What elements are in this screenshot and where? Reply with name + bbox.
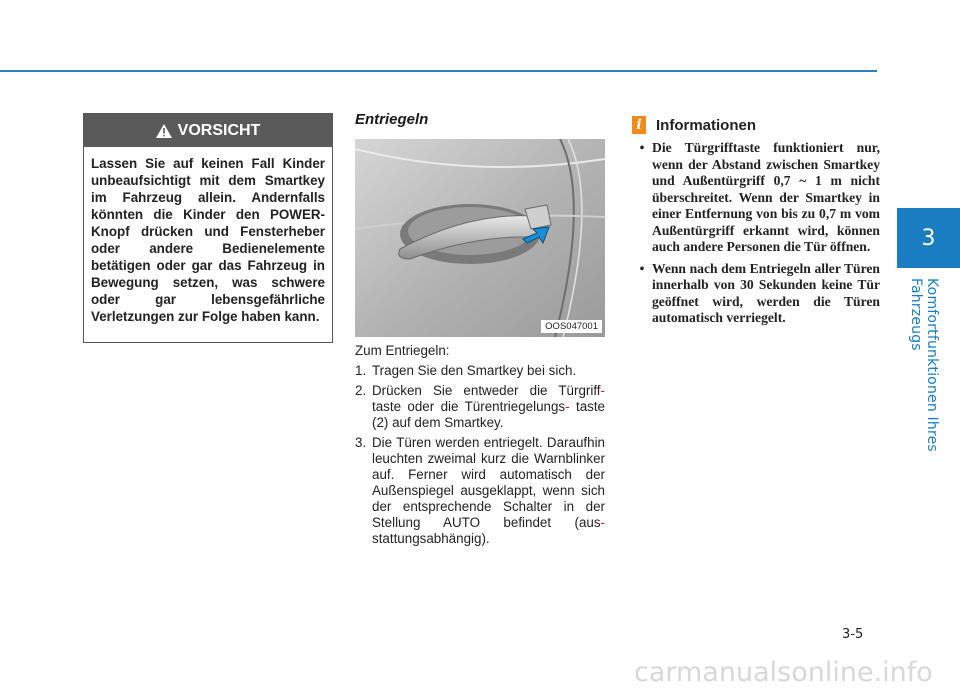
bullet-dot-icon: •	[639, 260, 645, 276]
chapter-tab[interactable]	[897, 208, 960, 268]
section-heading: Entriegeln	[355, 111, 429, 128]
caution-header	[84, 114, 332, 147]
step-text-part: Drücken Sie entweder die Türgriff	[372, 383, 601, 398]
info-list	[632, 140, 880, 332]
step-text-part: stattungsabhängig).	[372, 531, 490, 546]
step-1	[355, 363, 605, 379]
hyphen-mark: -	[565, 399, 570, 414]
door-handle-illustration	[355, 139, 605, 337]
page-number: 3-5	[842, 627, 864, 642]
chapter-number: 3	[921, 225, 936, 251]
step-text	[372, 383, 605, 431]
step-text-part: taste oder die Türentriegelungs	[372, 399, 566, 414]
info-bullet	[632, 261, 880, 327]
step-text-part: taste (2) auf dem Smartkey.	[372, 399, 605, 430]
step-text	[372, 435, 605, 547]
info-header	[632, 116, 756, 134]
step-text: Tragen Sie den Smartkey bei sich.	[372, 363, 577, 378]
step-3	[355, 435, 605, 547]
info-bullet-text: Die Türgrifftaste funktioniert nur, wenn der Abstand zwischen Smartkey und Außentürgriff 0,7 ~ 1 m nicht überschreitet. Wenn der Smartkey in einer Entfernung von bis zu 0,7 m vom Außentürgriff erkannt wird, können auch andere Personen die Tür öffnen.	[652, 140, 880, 254]
step-number: 1.	[355, 363, 367, 378]
instructions	[355, 343, 605, 551]
warning-triangle-icon	[156, 124, 172, 138]
caution-box	[83, 113, 333, 343]
watermark: carmanualsonline.info	[634, 657, 933, 688]
chapter-title: Komfortfunktionen Ihres Fahrzeugs	[908, 278, 940, 452]
info-title: Informationen	[656, 116, 756, 134]
image-code: OOS047001	[541, 320, 602, 333]
step-number: 2.	[355, 383, 367, 398]
step-number: 3.	[355, 435, 367, 450]
hyphen-mark: -	[600, 515, 605, 530]
caution-text: Lassen Sie auf keinen Fall Kinder unbeaufsichtigt mit dem Smartkey im Fahrzeug allein. Andernfalls könnten die Kinder den POWER-Knopf drücken und Fensterheber oder andere Bedienelemente betätigen oder gar das Fahrzeug in Bewegung setzen, was schwere oder gar lebensgefährliche Verletzungen zur Folge haben kann.	[91, 156, 325, 324]
caution-title: VORSICHT	[177, 121, 261, 139]
step-text-part: Die Türen werden entriegelt. Daraufhin leuchten zweimal kurz die Warnblinker auf. Ferner wird automatisch der Außenspiegel ausgeklappt, wenn sich der entsprechende Schalter in der Stellung AUTO befindet (aus	[372, 435, 605, 530]
bullet-dot-icon: •	[639, 140, 645, 155]
hyphen-mark: -	[600, 383, 605, 398]
info-icon: i	[632, 116, 646, 134]
door-handle-photo	[355, 139, 605, 337]
info-bullet	[632, 140, 880, 256]
top-rule	[0, 70, 877, 72]
info-bullet-text: Wenn nach dem Entriegeln aller Türen innerhalb von 30 Sekunden keine Tür geöffnet wird, werden die Türen automatisch verriegelt.	[652, 260, 880, 325]
step-2	[355, 383, 605, 431]
instructions-intro: Zum Entriegeln:	[355, 343, 450, 358]
